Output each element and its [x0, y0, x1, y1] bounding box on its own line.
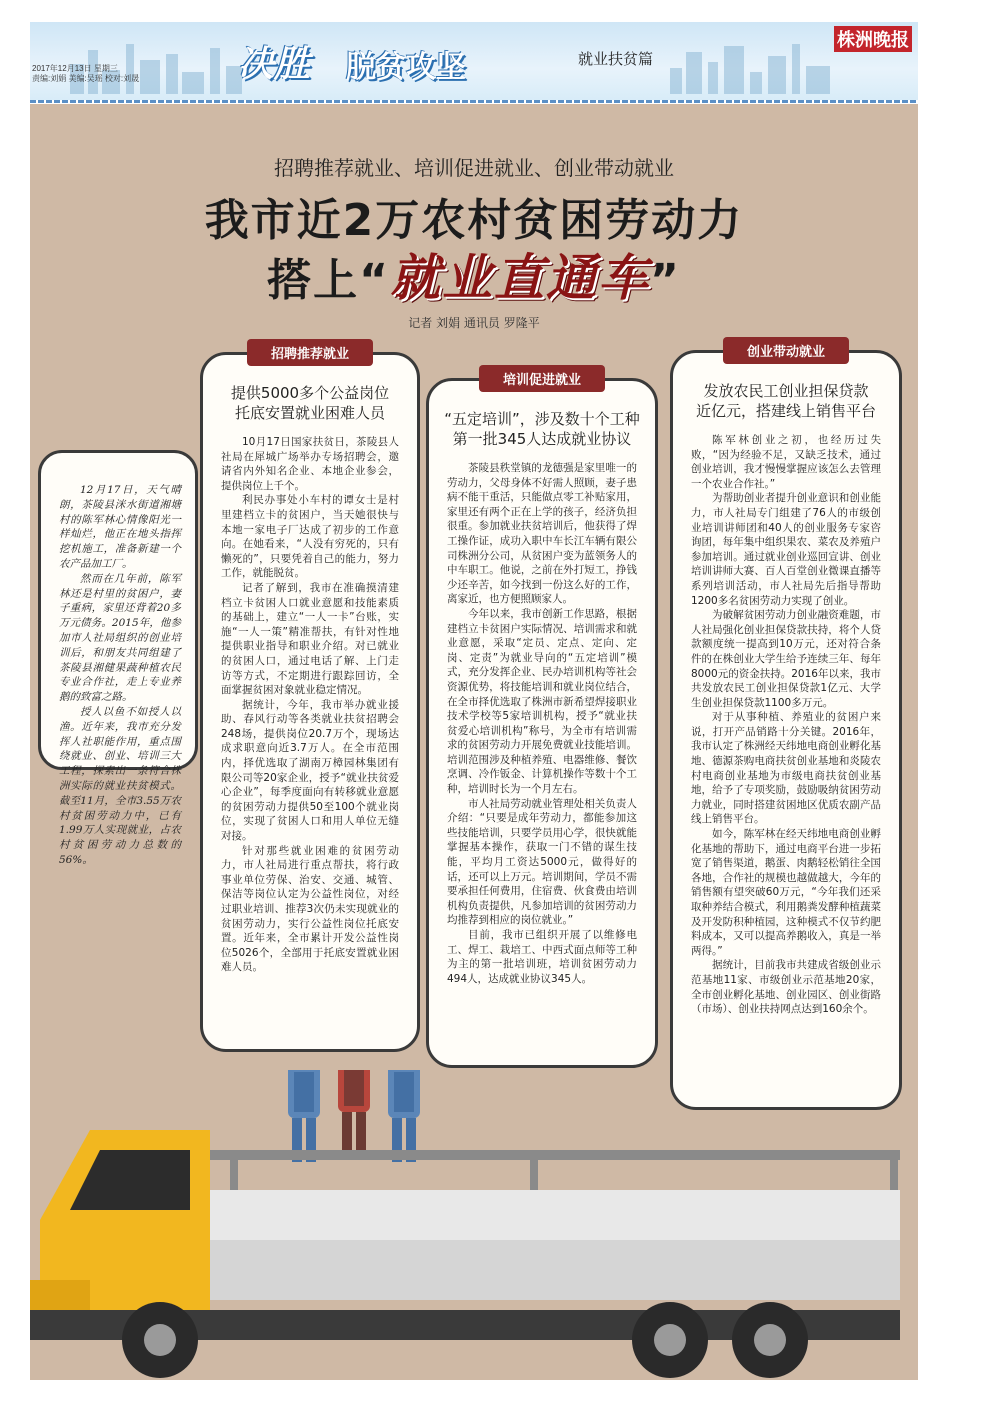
column-paragraph: 市人社局劳动就业管理处相关负责人介绍：“只要是成年劳动力，都能参加这些技能培训，只要学员用心学，很快就能掌握基本操作，获取一门不错的谋生技能，平均月工资达5000元，做得好的话，还可以上万元。培训期间，学员不需要承担任何费用，住宿费、伙食费由培训机构负责提供，凡参加培训的贫困劳动力均推荐到相应的岗位就业。”: [447, 797, 637, 927]
column-paragraph: 10月17日国家扶贫日，茶陵县人社局在犀城广场举办专场招聘会，邀请省内外知名企业、本地企业参会，提供岗位上千个。: [221, 436, 399, 492]
intro-bubble: [38, 450, 198, 866]
headline-line-2: [30, 238, 918, 310]
column-training: [426, 373, 658, 1068]
intro-paragraph: 12月17日，天气晴朗，茶陵县洣水街道湘塘村的陈军林心情像阳光一样灿烂，他正在地头指挥挖机施工，准备新建一个农产品加工厂。: [59, 484, 181, 570]
column-tag: 创业带动就业: [723, 337, 849, 364]
headline-prefix: 搭上“: [267, 255, 390, 306]
skyline-illustration: [670, 42, 850, 94]
column-paragraph: 为破解贫困劳动力创业融资难题，市人社局强化创业担保贷款扶持，将个人贷款额度统一提高到10万元，还对符合条件的在株创业大学生给予连续三年、每年8000元的资金扶持。2016年以来，我市共发放农民工创业担保贷款1亿元、大学生创业担保贷款1100多万元。: [691, 609, 881, 709]
intro-paragraph: 然而在几年前，陈军林还是村里的贫困户，妻子重病，家里还背着20多万元债务。2015年，他参加市人社局组织的创业培训后，和朋友共同组建了茶陵县湘健果蔬种植农民专业合作社，走上专业养鹅的致富之路。: [59, 572, 181, 704]
column-recruitment: [200, 347, 420, 1052]
column-body: [203, 435, 417, 975]
column-paragraph: 茶陵县秩堂镇的龙德强是家里唯一的劳动力，父母身体不好需人照顾，妻子患病不能干重活，只能做点零工补贴家用，家里还有两个正在上学的孩子，经济负担很重。参加就业扶贫培训后，他获得了焊工操作证，成功入职中车长江车辆有限公司株洲分公司，从贫困户变为蓝领务人的中车职工。他说，之前在外打短工，挣钱少还辛苦，如今找到一份这么好的工作，离家近，也方便照顾家人。: [447, 462, 637, 606]
date-line: [32, 64, 139, 84]
column-body: [673, 433, 899, 1017]
column-title: “五定培训”，涉及数十个工种 第一批345人达成就业协议: [444, 410, 640, 448]
column-entrepreneurship: [670, 345, 902, 1110]
headline-line-1: 我市近2万农村贫困劳动力: [204, 195, 744, 246]
column-paragraph: 利民办事处小车村的谭女士是村里建档立卡的贫困户，当天她很快与本地一家电子厂达成了初步的工作意向。在她看来，“人没有穷死的，只有懒死的”，只要凭着自己的能力，努力工作，就能脱贫。: [221, 494, 399, 580]
column-tag: 培训促进就业: [479, 365, 605, 392]
column-title: 发放农民工创业担保贷款 近亿元，搭建线上销售平台: [695, 382, 876, 420]
masthead: [30, 22, 918, 100]
headline-highlight: 就业直通车: [390, 249, 650, 307]
issue-date: 2017年12月13日 星期三: [32, 64, 118, 73]
article-subhead: 招聘推荐就业、培训促进就业、创业带动就业: [274, 156, 674, 180]
column-paragraph: 如今，陈军林在经天纬地电商创业孵化基地的帮助下，通过电商平台进一步拓宽了销售渠道，鹅蛋、肉鹅轻松销往全国各地，合作社的规模也越做越大，今年的销售额有望突破60万元，“今年我们还采取种养结合模式，利用鹅粪发酵种植蔬菜及开发防积种植园，这种模式不仅节约肥料成本，又可以提高养鹅收入，真是一举两得。”: [691, 828, 881, 957]
column-paragraph: 陈军林创业之初，也经历过失败，“因为经验不足，又缺乏技术，通过创业培训，我才慢慢掌握应该怎么去管理一个农业合作社。”: [691, 434, 881, 490]
column-paragraph: 记者了解到，我市在准确摸清建档立卡贫困人口就业意愿和技能素质的基础上，建立“一人一卡”台账，实施“一人一策”精准帮扶，有针对性地提供职业指导和职业介绍。对已就业的贫困人口，通过电话了解、上门走访等方式，不定期进行跟踪回访，全面掌握贫困对象就业稳定情况。: [221, 581, 399, 697]
header-divider: [30, 100, 918, 103]
column-paragraph: 目前，我市已组织开展了以维修电工、焊工、栽培工、中西式面点师等工种为主的第一批培训班，培训贫困劳动力494人，达成就业协议345人。: [447, 929, 637, 985]
kicker-title-b: 脱贫攻坚: [346, 50, 466, 85]
kicker-title-a: 决胜: [238, 43, 311, 85]
paper-logo: 株洲晚报: [834, 26, 912, 52]
section-name: 就业扶贫篇: [578, 50, 654, 68]
intro-paragraph: 授人以鱼不如授人以渔。近年来，我市充分发挥人社职能作用，重点围绕就业、创业、培训三大工程，探索出一条符合株洲实际的就业扶贫模式。截至11月，全市3.55万农村贫困劳动力中，已有1.99万人实现就业，占农村贫困劳动力总数的56%。: [59, 705, 181, 866]
column-paragraph: 据统计，目前我市共建成省级创业示范基地11家、市级创业示范基地20家，全市创业孵化基地、创业园区、创业街路（市场）、创业扶持网点达到160余个。: [691, 959, 881, 1016]
column-title: 提供5000多个公益岗位 托底安置就业困难人员: [230, 384, 390, 422]
byline: 记者 刘娟 通讯员 罗隆平: [408, 316, 540, 330]
column-paragraph: 对于从事种植、养殖业的贫困户来说，打开产品销路十分关键。2016年，我市认定了株洲经天纬地电商创业孵化基地、德源茶购电商扶贫创业基地和炎陵农村电商创业基地为市级电商扶贫创业基地，给予了专项奖励，鼓励吸纳贫困劳动力就业，同时搭建贫困地区优质农副产品线上销售平台。: [691, 711, 881, 826]
column-paragraph: 据统计，今年，我市举办就业援助、春风行动等各类就业扶贫招聘会248场，提供岗位20.7万个，现场达成求职意向近3.7万人。在全市范围内，择优选取了湖南万樟园林集团有限公司等20家企业，授予“就业扶贫爱心企业”，每季度面向有转移就业意愿的贫困劳动力提供50至100个就业岗位，实现了贫困人口和用人单位无缝对接。: [221, 698, 399, 843]
column-paragraph: 今年以来，我市创新工作思路，根据建档立卡贫困户实际情况、培训需求和就业意愿，采取“定员、定点、定向、定岗、定责”为就业导向的“五定培训”模式，充分发挥企业、民办培训机构等社会资源优势，将技能培训和就业岗位结合，在全市择优选取了株洲市新希望焊接职业技术学校等5家培训机构，授予“就业扶贫爱心培训机构”称号，为全市有培训需求的贫困劳动力开展免费就业技能培训。培训范围涉及种植养殖、电器维修、餐饮烹调、冷作钣金、计算机操作等数十个工种，培训时长为一个月左右。: [447, 607, 637, 796]
column-paragraph: 针对那些就业困难的贫困劳动力，市人社局进行重点帮扶，将行政事业单位劳保、治安、交通、城管、保洁等岗位认定为公益性岗位，对经过职业培训、推荐3次仍未实现就业的贫困劳动力，实行公益性岗位托底安置。近年来，全市累计开发公益性岗位5026个，全部用于托底安置就业困难人员。: [221, 844, 399, 974]
workers-illustration: [278, 1070, 430, 1162]
headline-suffix: ”: [650, 255, 681, 306]
column-tag: 招聘推荐就业: [247, 339, 373, 366]
staff-credits: 责编:刘娟 美编:吴瑶 校对:刘晟: [32, 74, 140, 83]
column-paragraph: 为帮助创业者提升创业意识和创业能力，市人社局专门组建了76人的市级创业培训讲师团和40人的创业服务专家咨询团，每年集中组织果农、菜农及养殖户参加培训。通过就业创业巡回宣讲、创业培训讲师大赛、百人百堂创业微课直播等系列培训活动，市人社局先后指导帮助1200多名贫困劳动力实现了创业。: [691, 492, 881, 607]
column-body: [429, 461, 655, 986]
truck-illustration: [30, 1070, 918, 1380]
